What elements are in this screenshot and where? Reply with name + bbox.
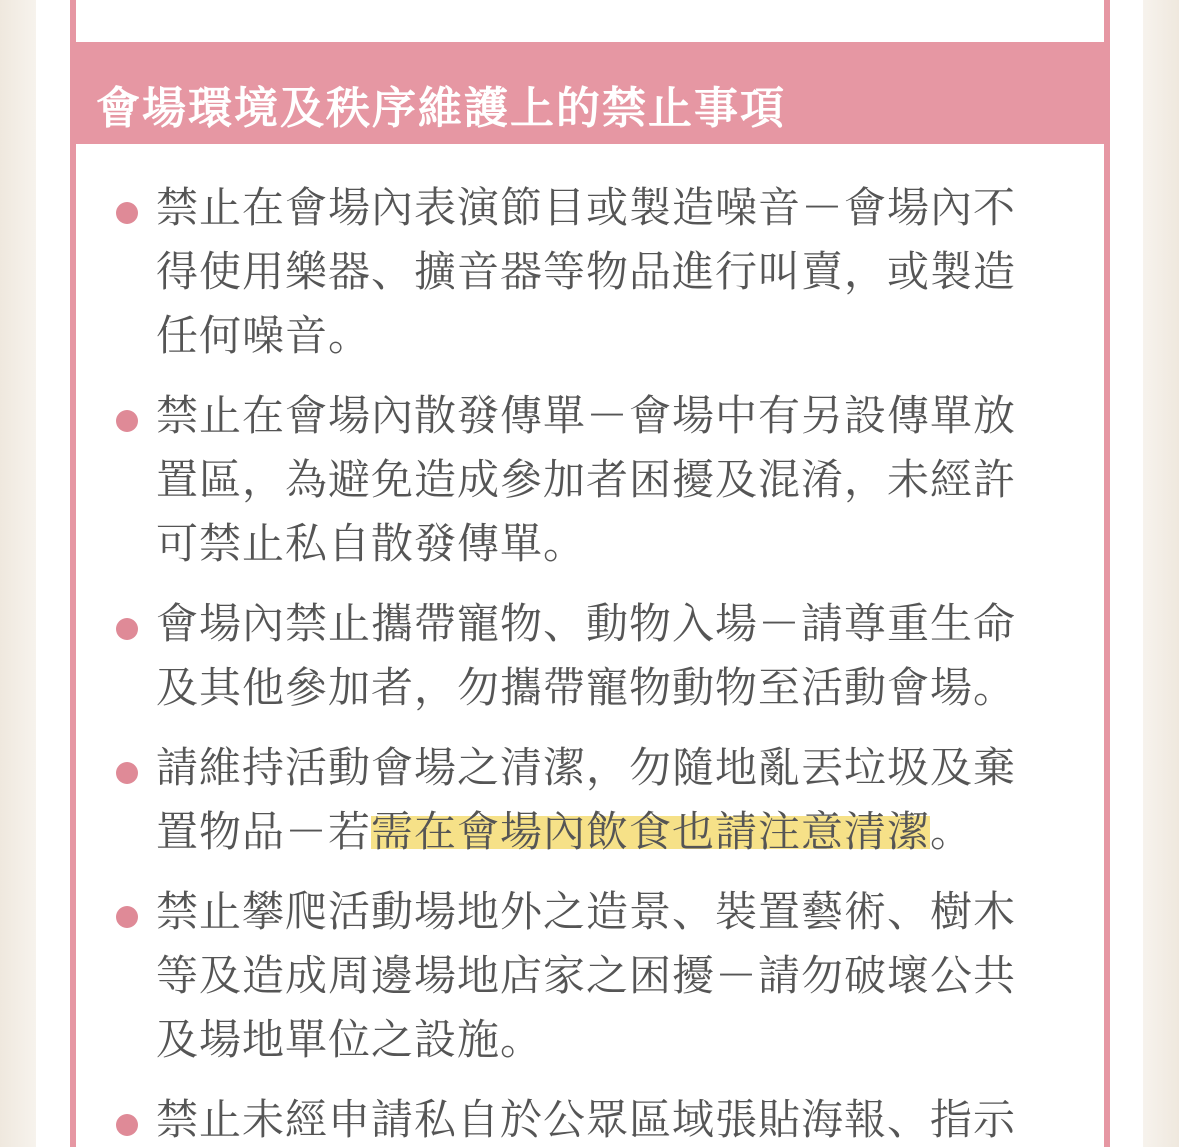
list-item-text bbox=[156, 592, 1056, 720]
bullet-icon bbox=[116, 906, 138, 928]
text-line: 等及造成周邊場地店家之困擾－請勿破壞公共 bbox=[156, 951, 1017, 1000]
bullet-icon bbox=[116, 1114, 138, 1136]
list-item-text bbox=[156, 1088, 1056, 1147]
background-left-margin bbox=[0, 0, 36, 1147]
bullet-icon bbox=[116, 618, 138, 640]
text-line: 禁止在會場內表演節目或製造噪音－會場內不 bbox=[156, 183, 1017, 232]
text-line: 禁止攀爬活動場地外之造景、裝置藝術、樹木 bbox=[156, 887, 1017, 936]
text-line bbox=[156, 800, 1056, 864]
section-title: 會場環境及秩序維護上的禁止事項 bbox=[96, 83, 786, 134]
section-content-panel bbox=[70, 144, 1110, 1147]
text-line: 及場地單位之設施。 bbox=[156, 1015, 544, 1064]
text-line: 會場內禁止攜帶寵物、動物入場－請尊重生命 bbox=[156, 599, 1017, 648]
text-line: 可禁止私自散發傳單。 bbox=[156, 519, 587, 568]
bullet-icon bbox=[116, 762, 138, 784]
text-line: 任何噪音。 bbox=[156, 311, 372, 360]
background-right-margin bbox=[1143, 0, 1179, 1147]
text-line: 禁止未經申請私自於公眾區域張貼海報、指示 bbox=[156, 1095, 1017, 1144]
bullet-icon bbox=[116, 410, 138, 432]
section-header bbox=[70, 48, 1110, 144]
text-segment: 。 bbox=[930, 807, 974, 856]
text-segment: 置物品－若 bbox=[156, 807, 372, 856]
list-item-text bbox=[156, 880, 1056, 1072]
text-line: 得使用樂器、擴音器等物品進行叫賣，或製造 bbox=[156, 247, 1017, 296]
list-item-text bbox=[156, 736, 1056, 864]
text-line: 禁止在會場內散發傳單－會場中有另設傳單放 bbox=[156, 391, 1017, 440]
text-line: 請維持活動會場之清潔，勿隨地亂丟垃圾及棄 bbox=[156, 743, 1017, 792]
text-line: 及其他參加者，勿攜帶寵物動物至活動會場。 bbox=[156, 663, 1017, 712]
bullet-icon bbox=[116, 202, 138, 224]
text-line: 置區，為避免造成參加者困擾及混淆，未經許 bbox=[156, 455, 1017, 504]
highlighted-text: 需在會場內飲食也請注意清潔 bbox=[371, 807, 931, 856]
list-item-text bbox=[156, 384, 1056, 576]
previous-section-panel bbox=[70, 0, 1110, 48]
list-item-text bbox=[156, 176, 1056, 368]
